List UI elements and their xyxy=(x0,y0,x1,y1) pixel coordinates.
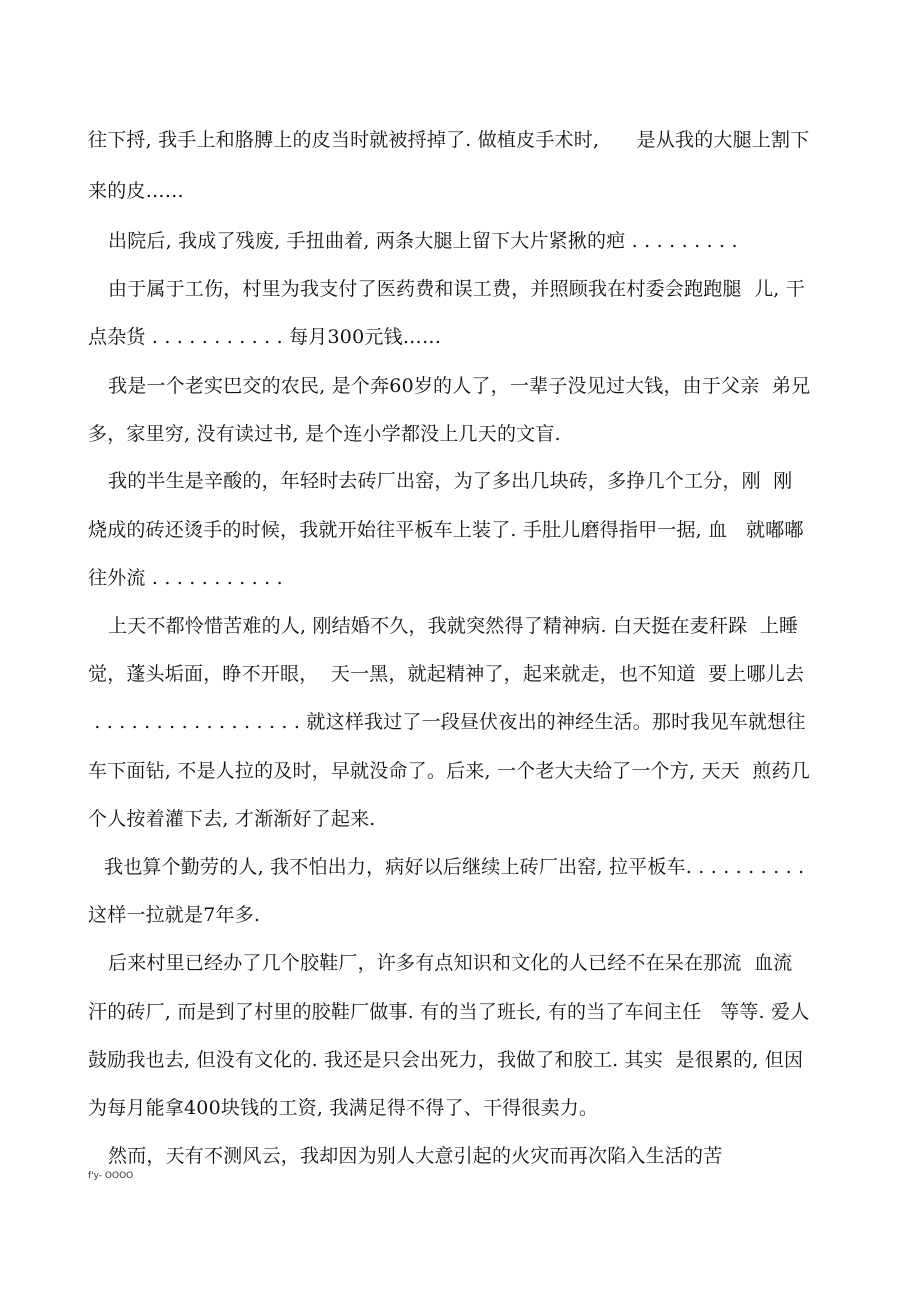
text-line: 出院后, 我成了残废, 手扭曲着, 两条大腿上留下大片紧揪的疤 . . . . . . . . . xyxy=(108,230,738,252)
text-line: 觉，蓬头垢面，睁不开眼， 天一黑，就起精神了，起来就走，也不知道 要上哪儿去 xyxy=(88,663,805,685)
text-line: 多，家里穷, 没有读过书, 是个连小学都没上几天的文盲. xyxy=(88,423,561,445)
text-line: 由于属于工伤，村里为我支付了医药费和误工费，并照顾我在村委会跑跑腿 儿, 干 xyxy=(108,278,805,300)
text-line: 烧成的砖还烫手的时候，我就开始往平板车上装了. 手肚儿磨得指甲一据, 血 就嘟嘟 xyxy=(88,519,804,541)
text-line: 然而，天有不测风云，我却因为别人大意引起的火灾而再次陷入生活的苦 xyxy=(108,1145,723,1167)
text-line: 后来村里已经办了几个胶鞋厂，许多有点知识和文化的人已经不在呆在那流 血流 xyxy=(108,952,793,974)
text-line: 鼓励我也去, 但没有文化的. 我还是只会出死力，我做了和胶工. 其实 是很累的, 但因 xyxy=(88,1049,804,1071)
text-line: 车下面钻, 不是人拉的及时，早就没命了。后来, 一个老大夫给了一个方, 天天 煎药几 xyxy=(88,760,810,782)
text-line: 汗的砖厂, 而是到了村里的胶鞋厂做事. 有的当了班长, 有的当了车间主任 等等. 爱人 xyxy=(88,1001,810,1023)
text-line: 个人按着灌下去, 才渐渐好了起来. xyxy=(88,808,376,830)
text-line: 为每月能拿400块钱的工资, 我满足得不得了、干得很卖力。 xyxy=(88,1097,599,1119)
page-footer: f'y- OOOO xyxy=(88,1171,134,1181)
text-line: 上天不都怜惜苦难的人, 刚结婚不久，我就突然得了精神病. 白天挺在麦秆跺 上睡 xyxy=(108,615,799,637)
text-line: 我是一个老实巴交的农民, 是个奔60岁的人了，一辈子没见过大钱，由于父亲 弟兄 xyxy=(108,375,811,397)
text-line: . . . . . . . . . . . . . . . . . 就这样我过了一段昼伏夜出的神经生活。那时我见车就想往 xyxy=(88,711,806,733)
text-line: 来的皮…… xyxy=(88,180,185,202)
text-line: 点杂货 . . . . . . . . . . . 每月300元钱…… xyxy=(88,326,442,348)
text-line: 往外流 . . . . . . . . . . . xyxy=(88,567,283,589)
text-line: 往下捋, 我手上和胳膊上的皮当时就被捋掉了. 做植皮手术时, 是从我的大腿上割下 xyxy=(88,129,810,151)
text-line: 我的半生是辛酸的，年轻时去砖厂出窑，为了多出几块砖，多挣几个工分，刚 刚 xyxy=(108,470,793,492)
text-line: 这样一拉就是7年多. xyxy=(88,904,261,926)
text-line: 我也算个勤劳的人, 我不怕出力，病好以后继续上砖厂出窑, 拉平板车. . . . . . . . . . xyxy=(104,856,805,878)
